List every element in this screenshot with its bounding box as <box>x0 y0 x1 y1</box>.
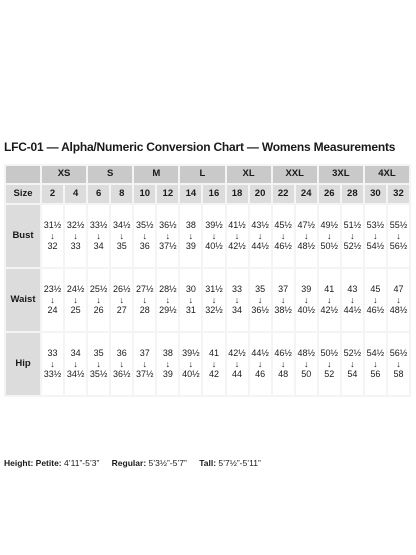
range-low-value: 45½ <box>274 219 292 230</box>
range-high-value: 38½ <box>274 304 292 315</box>
range-high-value: 46½ <box>366 304 385 315</box>
down-arrow-icon: ↓ <box>96 294 101 305</box>
measurement-cell <box>157 205 178 267</box>
range-low-value: 45 <box>370 283 381 294</box>
chart-title: LFC-01 — Alpha/Numeric Conversion Chart — Womens Measurements <box>4 140 396 154</box>
range-low-value: 24½ <box>66 283 85 294</box>
measurement-cell <box>365 269 386 331</box>
range-low-value: 54½ <box>366 347 385 358</box>
range-high-value: 37½ <box>136 368 154 379</box>
down-arrow-icon: ↓ <box>373 294 378 305</box>
numeric-size-header: 30 <box>365 185 386 203</box>
numeric-size-header: 26 <box>319 185 340 203</box>
range-low-value: 36½ <box>159 219 177 230</box>
down-arrow-icon: ↓ <box>73 358 78 369</box>
range-low-value: 38 <box>162 347 173 358</box>
measurement-cell <box>250 269 271 331</box>
down-arrow-icon: ↓ <box>234 230 240 241</box>
measurement-cell <box>88 269 109 331</box>
range-low-value: 46½ <box>274 347 292 358</box>
range-high-value: 42½ <box>228 240 246 251</box>
range-low-value: 38 <box>185 219 196 230</box>
size-row-label: Size <box>6 185 40 203</box>
down-arrow-icon: ↓ <box>50 294 55 305</box>
range-high-value: 27 <box>116 304 127 315</box>
numeric-size-header: 24 <box>296 185 317 203</box>
range-low-value: 23½ <box>43 283 62 294</box>
alpha-size-header: L <box>180 166 224 183</box>
down-arrow-icon: ↓ <box>257 294 263 305</box>
range-low-value: 39½ <box>205 219 223 230</box>
measurement-cell <box>42 333 63 395</box>
measurement-label: Waist <box>6 269 40 331</box>
measurement-cell <box>227 205 248 267</box>
down-arrow-icon: ↓ <box>396 294 401 305</box>
measurement-cell <box>157 333 178 395</box>
range-low-value: 31½ <box>43 219 62 230</box>
measurement-cell <box>111 205 132 267</box>
down-arrow-icon: ↓ <box>257 230 263 241</box>
measurement-cell <box>134 205 155 267</box>
down-arrow-icon: ↓ <box>142 358 148 369</box>
down-arrow-icon: ↓ <box>119 230 124 241</box>
down-arrow-icon: ↓ <box>96 358 101 369</box>
range-low-value: 33½ <box>89 219 108 230</box>
range-low-value: 43½ <box>251 219 269 230</box>
range-high-value: 52 <box>324 368 335 379</box>
down-arrow-icon: ↓ <box>280 358 286 369</box>
range-high-value: 50½ <box>320 240 339 251</box>
measurement-cell <box>365 333 386 395</box>
down-arrow-icon: ↓ <box>142 294 148 305</box>
down-arrow-icon: ↓ <box>396 358 401 369</box>
measurement-cell <box>388 205 409 267</box>
range-low-value: 33 <box>232 283 243 294</box>
measurement-cell <box>342 333 363 395</box>
down-arrow-icon: ↓ <box>327 358 332 369</box>
measurement-cell <box>296 269 317 331</box>
range-high-value: 54 <box>347 368 358 379</box>
range-low-value: 51½ <box>343 219 362 230</box>
height-footer <box>4 458 414 468</box>
down-arrow-icon: ↓ <box>165 294 171 305</box>
regular-value: 5’3½”-5’7” <box>148 458 187 468</box>
range-low-value: 34½ <box>112 219 131 230</box>
range-low-value: 32½ <box>66 219 85 230</box>
down-arrow-icon: ↓ <box>280 294 286 305</box>
range-low-value: 28½ <box>159 283 177 294</box>
numeric-size-header: 2 <box>42 185 63 203</box>
range-high-value: 58 <box>393 368 404 379</box>
numeric-size-header: 4 <box>65 185 86 203</box>
down-arrow-icon: ↓ <box>280 230 286 241</box>
tall-label: Tall: <box>199 458 217 468</box>
range-low-value: 26½ <box>112 283 131 294</box>
range-high-value: 48 <box>278 368 289 379</box>
alpha-size-row <box>6 166 409 183</box>
measurement-cell <box>273 269 294 331</box>
range-high-value: 56 <box>370 368 381 379</box>
measurement-cell <box>388 269 409 331</box>
down-arrow-icon: ↓ <box>396 230 401 241</box>
range-high-value: 25 <box>70 304 81 315</box>
range-high-value: 36½ <box>251 304 269 315</box>
measurement-cell <box>203 269 224 331</box>
range-low-value: 35½ <box>136 219 154 230</box>
down-arrow-icon: ↓ <box>257 358 263 369</box>
alpha-size-header: XL <box>227 166 271 183</box>
down-arrow-icon: ↓ <box>50 230 55 241</box>
measurement-cell <box>296 333 317 395</box>
down-arrow-icon: ↓ <box>50 358 55 369</box>
range-low-value: 33 <box>47 347 58 358</box>
range-low-value: 50½ <box>320 347 339 358</box>
range-high-value: 48½ <box>389 304 408 315</box>
numeric-size-row <box>6 185 409 203</box>
numeric-size-header: 28 <box>342 185 363 203</box>
measurement-cell <box>227 269 248 331</box>
measurement-row <box>6 269 409 331</box>
range-low-value: 47 <box>393 283 404 294</box>
range-high-value: 50 <box>301 368 312 379</box>
measurement-cell <box>319 269 340 331</box>
range-low-value: 37 <box>139 347 150 358</box>
range-high-value: 46 <box>255 368 266 379</box>
range-high-value: 32½ <box>205 304 223 315</box>
down-arrow-icon: ↓ <box>119 358 124 369</box>
measurement-cell <box>273 333 294 395</box>
range-low-value: 27½ <box>136 283 154 294</box>
range-low-value: 53½ <box>366 219 385 230</box>
range-low-value: 41 <box>208 347 219 358</box>
numeric-size-header: 14 <box>180 185 201 203</box>
range-high-value: 28 <box>139 304 150 315</box>
numeric-size-header: 16 <box>203 185 224 203</box>
range-high-value: 35½ <box>89 368 108 379</box>
tall-value: 5’7½”-5’11” <box>218 458 261 468</box>
measurement-cell <box>157 269 178 331</box>
height-label: Height: <box>4 458 34 468</box>
down-arrow-icon: ↓ <box>73 230 78 241</box>
measurement-cell <box>111 269 132 331</box>
measurement-cell <box>180 269 201 331</box>
measurement-label: Hip <box>6 333 40 395</box>
range-high-value: 48½ <box>297 240 315 251</box>
range-low-value: 55½ <box>389 219 408 230</box>
range-low-value: 34 <box>70 347 81 358</box>
range-low-value: 39 <box>301 283 312 294</box>
measurement-cell <box>65 333 86 395</box>
down-arrow-icon: ↓ <box>211 358 217 369</box>
down-arrow-icon: ↓ <box>350 230 355 241</box>
petite-label: Petite: <box>35 458 62 468</box>
down-arrow-icon: ↓ <box>188 294 194 305</box>
down-arrow-icon: ↓ <box>142 230 148 241</box>
measurement-cell <box>42 269 63 331</box>
measurement-cell <box>65 205 86 267</box>
alpha-size-header: 4XL <box>365 166 409 183</box>
down-arrow-icon: ↓ <box>373 230 378 241</box>
measurement-cell <box>319 333 340 395</box>
measurement-cell <box>273 205 294 267</box>
down-arrow-icon: ↓ <box>350 358 355 369</box>
measurement-row <box>6 333 409 395</box>
range-high-value: 34 <box>232 304 243 315</box>
down-arrow-icon: ↓ <box>188 230 194 241</box>
numeric-size-header: 10 <box>134 185 155 203</box>
down-arrow-icon: ↓ <box>165 358 171 369</box>
measurement-cell <box>250 333 271 395</box>
range-high-value: 33½ <box>43 368 62 379</box>
down-arrow-icon: ↓ <box>119 294 124 305</box>
conversion-chart-table <box>4 164 411 397</box>
range-low-value: 37 <box>278 283 289 294</box>
alpha-size-header: XS <box>42 166 86 183</box>
regular-label: Regular: <box>111 458 147 468</box>
measurement-cell <box>296 205 317 267</box>
measurement-cell <box>111 333 132 395</box>
range-low-value: 42½ <box>228 347 246 358</box>
measurement-cell <box>388 333 409 395</box>
numeric-size-header: 32 <box>388 185 409 203</box>
range-low-value: 56½ <box>389 347 408 358</box>
down-arrow-icon: ↓ <box>373 358 378 369</box>
range-high-value: 31 <box>185 304 196 315</box>
range-low-value: 36 <box>116 347 127 358</box>
measurement-cell <box>319 205 340 267</box>
measurement-cell <box>65 269 86 331</box>
range-high-value: 52½ <box>343 240 362 251</box>
down-arrow-icon: ↓ <box>211 294 217 305</box>
range-high-value: 42 <box>208 368 219 379</box>
down-arrow-icon: ↓ <box>188 358 194 369</box>
down-arrow-icon: ↓ <box>350 294 355 305</box>
down-arrow-icon: ↓ <box>73 294 78 305</box>
measurement-cell <box>134 333 155 395</box>
range-low-value: 39½ <box>182 347 200 358</box>
numeric-size-header: 12 <box>157 185 178 203</box>
range-high-value: 40½ <box>205 240 223 251</box>
range-low-value: 44½ <box>251 347 269 358</box>
measurement-cell <box>42 205 63 267</box>
range-high-value: 34½ <box>66 368 85 379</box>
range-high-value: 36½ <box>112 368 131 379</box>
measurement-cell <box>227 333 248 395</box>
corner-cell <box>6 166 40 183</box>
range-high-value: 29½ <box>159 304 177 315</box>
range-low-value: 52½ <box>343 347 362 358</box>
alpha-size-header: 3XL <box>319 166 363 183</box>
range-high-value: 46½ <box>274 240 292 251</box>
down-arrow-icon: ↓ <box>327 294 332 305</box>
range-high-value: 37½ <box>159 240 177 251</box>
measurement-cell <box>180 333 201 395</box>
range-low-value: 35 <box>255 283 266 294</box>
alpha-size-header: S <box>88 166 132 183</box>
measurement-cell <box>134 269 155 331</box>
measurement-cell <box>180 205 201 267</box>
down-arrow-icon: ↓ <box>165 230 171 241</box>
range-low-value: 41½ <box>228 219 246 230</box>
down-arrow-icon: ↓ <box>303 230 309 241</box>
measurement-cell <box>250 205 271 267</box>
range-high-value: 39 <box>162 368 173 379</box>
down-arrow-icon: ↓ <box>211 230 217 241</box>
range-high-value: 56½ <box>389 240 408 251</box>
measurement-cell <box>342 269 363 331</box>
range-high-value: 36 <box>139 240 150 251</box>
range-low-value: 41 <box>324 283 335 294</box>
range-low-value: 48½ <box>297 347 315 358</box>
numeric-size-header: 6 <box>88 185 109 203</box>
measurement-cell <box>88 333 109 395</box>
range-high-value: 42½ <box>320 304 339 315</box>
range-high-value: 44½ <box>251 240 269 251</box>
range-low-value: 49½ <box>320 219 339 230</box>
down-arrow-icon: ↓ <box>96 230 101 241</box>
alpha-size-header: M <box>134 166 178 183</box>
range-high-value: 35 <box>116 240 127 251</box>
measurement-cell <box>342 205 363 267</box>
range-high-value: 44 <box>232 368 243 379</box>
range-high-value: 26 <box>93 304 104 315</box>
down-arrow-icon: ↓ <box>327 230 332 241</box>
range-high-value: 40½ <box>182 368 200 379</box>
down-arrow-icon: ↓ <box>303 358 309 369</box>
numeric-size-header: 22 <box>273 185 294 203</box>
measurement-row <box>6 205 409 267</box>
range-high-value: 33 <box>70 240 81 251</box>
range-low-value: 31½ <box>205 283 223 294</box>
range-high-value: 34 <box>93 240 104 251</box>
range-high-value: 24 <box>47 304 58 315</box>
measurement-label: Bust <box>6 205 40 267</box>
range-low-value: 43 <box>347 283 358 294</box>
numeric-size-header: 20 <box>250 185 271 203</box>
numeric-size-header: 8 <box>111 185 132 203</box>
down-arrow-icon: ↓ <box>234 294 240 305</box>
range-low-value: 30 <box>185 283 196 294</box>
down-arrow-icon: ↓ <box>234 358 240 369</box>
measurement-cell <box>88 205 109 267</box>
measurement-cell <box>203 333 224 395</box>
down-arrow-icon: ↓ <box>303 294 309 305</box>
measurement-cell <box>365 205 386 267</box>
numeric-size-header: 18 <box>227 185 248 203</box>
range-low-value: 25½ <box>89 283 108 294</box>
range-high-value: 40½ <box>297 304 315 315</box>
range-high-value: 32 <box>47 240 58 251</box>
measurement-cell <box>203 205 224 267</box>
alpha-size-header: XXL <box>273 166 317 183</box>
range-high-value: 44½ <box>343 304 362 315</box>
range-low-value: 35 <box>93 347 104 358</box>
range-low-value: 47½ <box>297 219 315 230</box>
petite-value: 4’11”-5’3” <box>64 458 100 468</box>
range-high-value: 54½ <box>366 240 385 251</box>
range-high-value: 39 <box>185 240 196 251</box>
